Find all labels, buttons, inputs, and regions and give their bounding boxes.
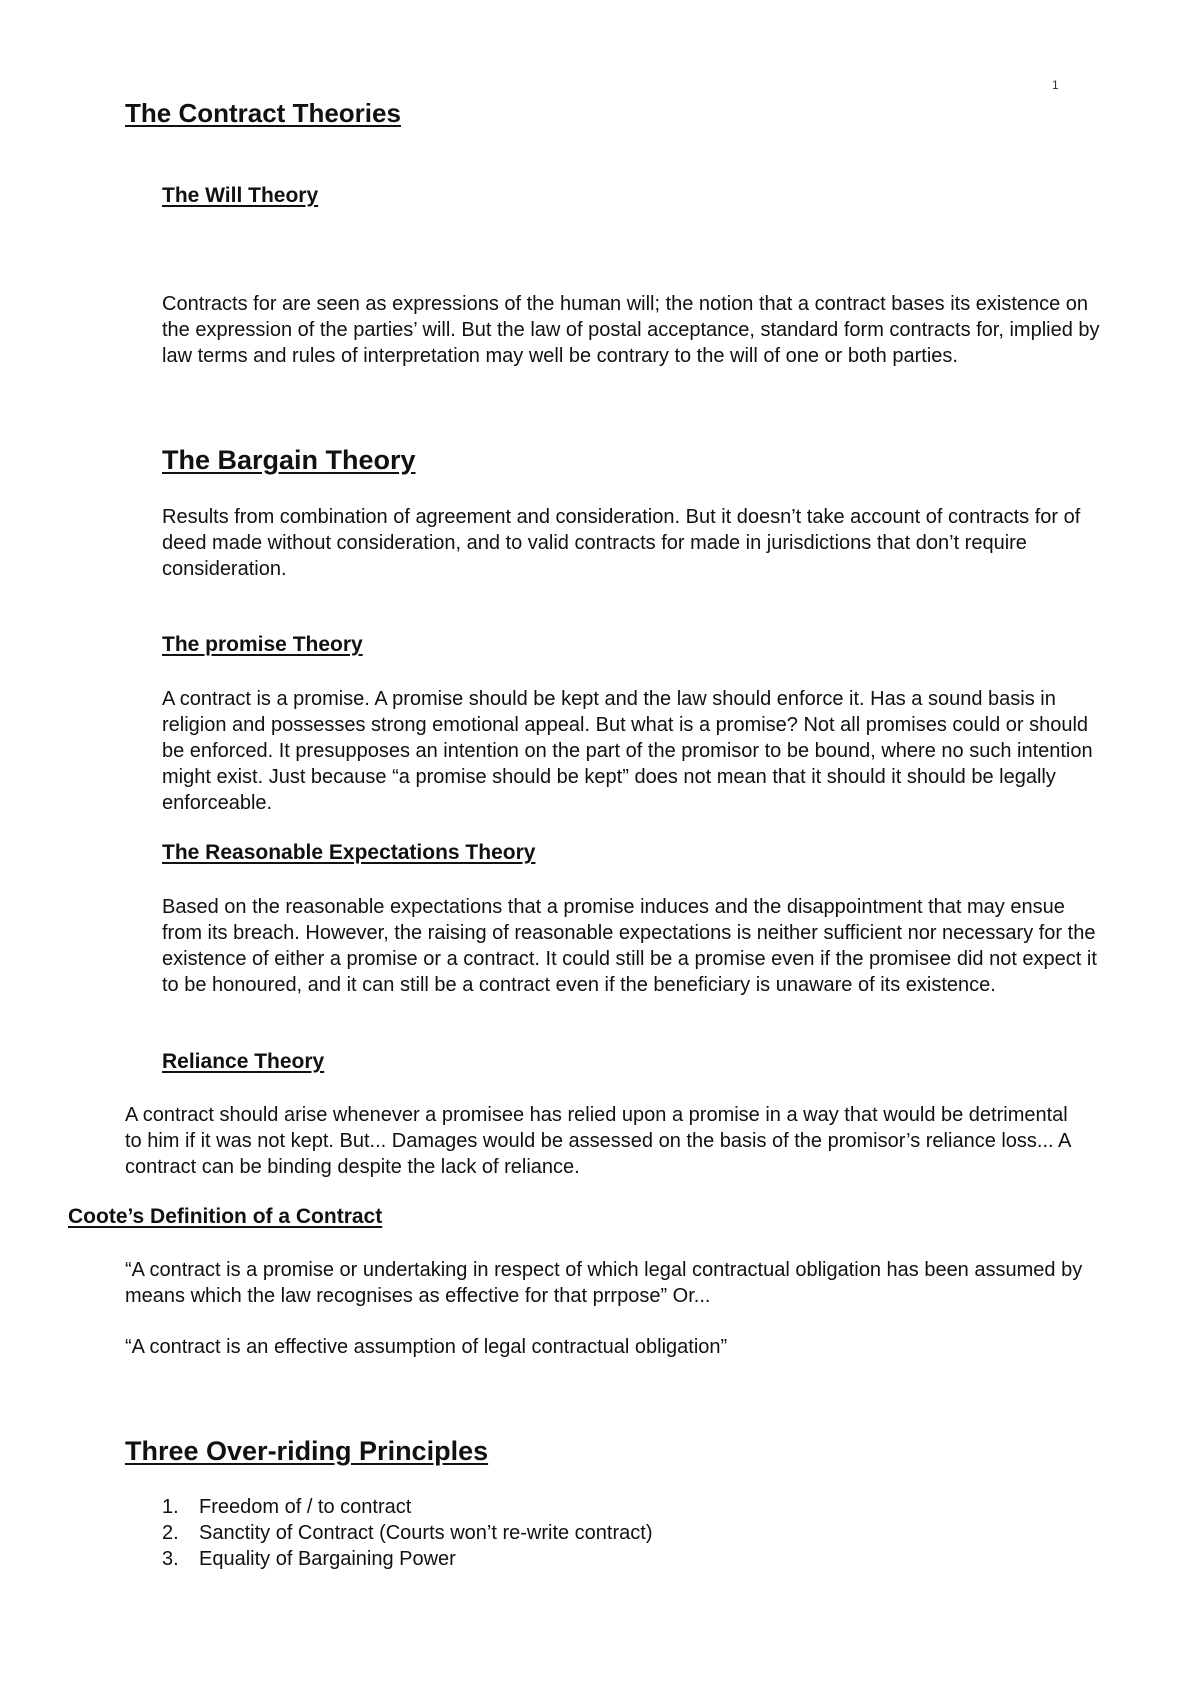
list-item-number: 1. — [162, 1496, 179, 1518]
page-number: 1 — [1052, 78, 1059, 92]
coote-definition-heading: Coote’s Definition of a Contract — [68, 1205, 383, 1228]
principles-heading: Three Over-riding Principles — [125, 1436, 489, 1466]
list-item-text: Sanctity of Contract (Courts won’t re-write contract) — [199, 1522, 653, 1544]
will-theory-heading: The Will Theory — [162, 184, 319, 207]
list-item — [162, 1546, 652, 1572]
will-theory-paragraph: Contracts for are seen as expressions of the human will; the notion that a contract bases its existence on the expression of the parties’ will. But the law of postal acceptance, standard form contracts for, implied by law terms and rules of interpretation may well be contrary to the will of one or both parties. — [162, 293, 1100, 367]
reasonable-expectations-paragraph: Based on the reasonable expectations that a promise induces and the disappointment that may ensue from its breach. However, the raising of reasonable expectations is neither sufficient nor necessary for the existence of either a promise or a contract. It could still be a promise even if the promisee did not expect it to be honoured, and it can still be a contract even if the beneficiary is unaware of its existence. — [162, 896, 1097, 996]
principles-list — [162, 1494, 652, 1572]
list-item — [162, 1520, 652, 1546]
list-item-number: 3. — [162, 1548, 179, 1570]
coote-quote-1: “A contract is a promise or undertaking in respect of which legal contractual obligation has been assumed by means which the law recognises as effective for that prrpose” Or... — [125, 1259, 1083, 1307]
list-item-text: Freedom of / to contract — [199, 1496, 412, 1518]
document-title: The Contract Theories — [125, 98, 401, 128]
reasonable-expectations-heading: The Reasonable Expectations Theory — [162, 841, 536, 864]
list-item-text: Equality of Bargaining Power — [199, 1548, 456, 1570]
list-item — [162, 1494, 652, 1520]
reliance-theory-heading: Reliance Theory — [162, 1050, 325, 1073]
coote-quote-2: “A contract is an effective assumption of legal contractual obligation” — [125, 1336, 728, 1358]
list-item-number: 2. — [162, 1522, 179, 1544]
promise-theory-paragraph: A contract is a promise. A promise should be kept and the law should enforce it. Has a sound basis in religion and possesses strong emotional appeal. But what is a promise? Not all promises could or should be enforced. It presupposes an intention on the part of the promisor to be bound, where no such intention might exist. Just because “a promise should be kept” does not mean that it should it should be legally enforceable. — [162, 688, 1093, 814]
bargain-theory-paragraph: Results from combination of agreement and consideration. But it doesn’t take account of contracts for of deed made without consideration, and to valid contracts for made in jurisdictions that don’t require consideration. — [162, 506, 1081, 580]
reliance-theory-paragraph: A contract should arise whenever a promisee has relied upon a promise in a way that would be detrimental to him if it was not kept. But... Damages would be assessed on the basis of the promisor’s reliance loss... A contract can be binding despite the lack of reliance. — [125, 1104, 1071, 1178]
bargain-theory-heading: The Bargain Theory — [162, 445, 416, 475]
promise-theory-heading: The promise Theory — [162, 633, 363, 656]
